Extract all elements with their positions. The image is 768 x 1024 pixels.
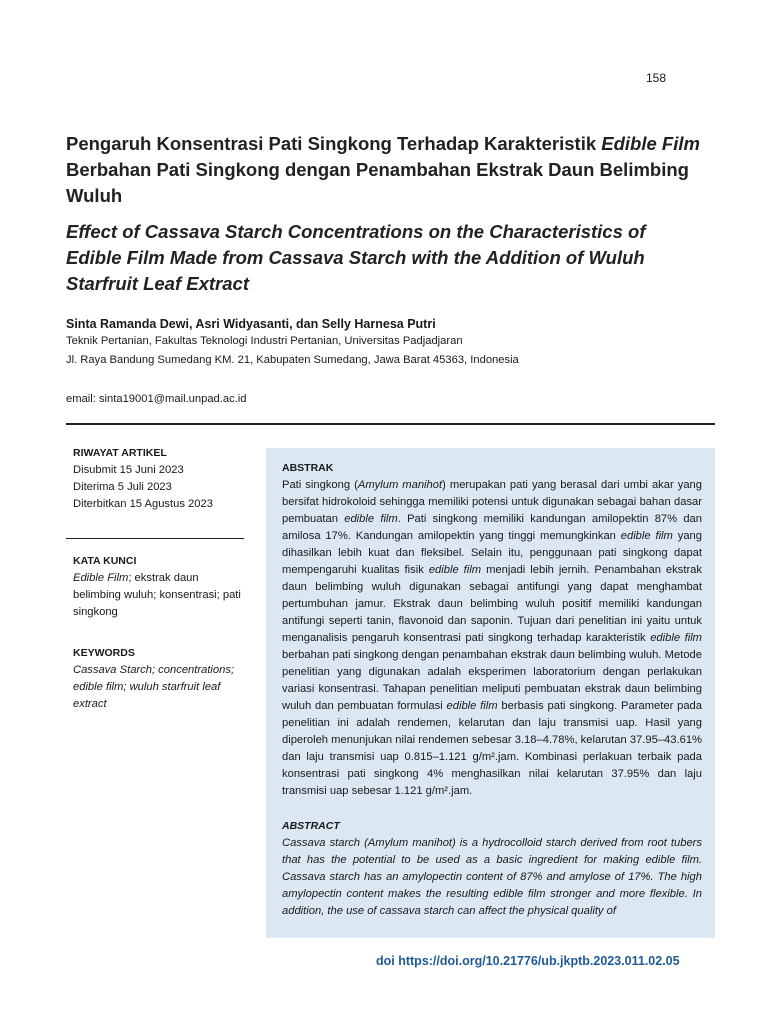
- abstrak-italic: edible film: [446, 700, 498, 712]
- accepted-date: Diterima 5 Juli 2023: [73, 481, 172, 493]
- keywords-text: Cassava Starch; concentrations; edible film; wuluh starfruit leaf extract: [73, 664, 235, 710]
- abstract-box: [266, 448, 715, 938]
- author-email[interactable]: email: sinta19001@mail.unpad.ac.id: [66, 393, 247, 405]
- article-title-indonesian: [66, 131, 706, 209]
- article-history-heading: RIWAYAT ARTIKEL: [73, 447, 167, 459]
- abstrak-seg: ) merupakan pati yang berasal dari umbi akar yang bersifat hidrokoloid sehingga memiliki potensi untuk digunakan sebagai bahan dasar pembuatan: [282, 479, 702, 525]
- kata-kunci-rest: ; ekstrak daun belimbing wuluh; konsentrasi; pati singkong: [73, 572, 241, 618]
- abstrak-seg: menjadi lebih jernih. Penambahan ekstrak daun belimbing wuluh digunakan sebagai antifungi yang dapat menghambat pertumbuhan jamur. Ekstrak daun belimbing wuluh positif memiliki kandungan antifungi seperti tanin, flavonoid dan saponin. Tujuan dari penelitian ini yaitu untuk menganalisis pengaruh konsentrasi pati singkong terhadap karakteristik: [282, 564, 702, 644]
- kata-kunci-italic: Edible Film: [73, 572, 129, 584]
- authors: Sinta Ramanda Dewi, Asri Widyasanti, dan Selly Harnesa Putri: [66, 317, 436, 331]
- article-history: [73, 445, 245, 513]
- title-id-part1: Pengaruh Konsentrasi Pati Singkong Terhadap Karakteristik: [66, 133, 602, 154]
- kata-kunci-text: [73, 570, 245, 621]
- kata-kunci-section: [73, 553, 245, 621]
- doi-link[interactable]: doi https://doi.org/10.21776/ub.jkptb.2023.011.02.05: [376, 954, 680, 968]
- abstrak-seg: berbasis pati singkong. Parameter pada penelitian ini adalah rendemen, kelarutan dan laju transmisi uap. Hasil yang diperoleh menunjukan nilai rendemen sebesar 3.18–4.78%, kelarutan 37.95–43.61% dan laju transmisi uap 0.815–1.121 g/m².jam. Kombinasi perlakuan terbaik pada konsentrasi pati singkong 4% menghasilkan nilai kelarutan 37.95% dan laju transmisi uap sebesar 1.121 g/m².jam.: [282, 700, 702, 797]
- abstrak-seg: Pati singkong (: [282, 479, 358, 491]
- submitted-date: Disubmit 15 Juni 2023: [73, 464, 184, 476]
- title-id-italic: Edible Film: [601, 133, 700, 154]
- header-divider: [66, 423, 715, 425]
- keywords-section: [73, 645, 245, 713]
- article-title-english: Effect of Cassava Starch Concentrations on the Characteristics of Edible Film Made from Cassava Starch with the Addition of Wuluh Starfruit Leaf Extract: [66, 221, 646, 294]
- abstrak-italic: edible film: [650, 632, 702, 644]
- title-id-part2: Berbahan Pati Singkong dengan Penambahan Ekstrak Daun Belimbing Wuluh: [66, 159, 689, 206]
- abstrak-italic: Amylum manihot: [357, 479, 443, 491]
- abstrak-body: [282, 477, 702, 800]
- sidebar-divider: [66, 538, 244, 539]
- keywords-heading: KEYWORDS: [73, 647, 135, 659]
- kata-kunci-heading: KATA KUNCI: [73, 555, 137, 567]
- abstract-body: Cassava starch (Amylum manihot) is a hydrocolloid starch derived from root tubers that has the potential to be used as a basic ingredient for making edible film. Cassava starch has an amylopectin content of 87% and amylose of 17%. The high amylopectin content makes the resulting edible film stronger and more flexible. In addition, the use of cassava starch can affect the physical quality of: [282, 837, 702, 917]
- affiliation-address: Jl. Raya Bandung Sumedang KM. 21, Kabupaten Sumedang, Jawa Barat 45363, Indonesia: [66, 354, 519, 366]
- abstrak-italic: edible film: [344, 513, 398, 525]
- abstrak-heading: ABSTRAK: [282, 462, 334, 474]
- abstrak-seg: . Pati singkong memiliki kandungan amilopektin 87% dan amilosa 17%. Kandungan amilopektin yang tinggi memungkinkan: [282, 513, 702, 542]
- affiliation-institution: Teknik Pertanian, Fakultas Teknologi Industri Pertanian, Universitas Padjadjaran: [66, 335, 463, 347]
- abstrak-seg: berbahan pati singkong dengan penambahan ekstrak daun belimbing wuluh. Metode penelitian yang digunakan adalah eksperimen laboratorium dengan perlakukan variasi konsentrasi. Tahapan penelitian meliputi pembuatan ekstrak daun belimbing wuluh dan pembuatan formulasi: [282, 649, 702, 712]
- abstrak-italic: edible film: [620, 530, 673, 542]
- abstrak-italic: edible film: [428, 564, 482, 576]
- published-date: Diterbitkan 15 Agustus 2023: [73, 498, 213, 510]
- page-number: 158: [646, 71, 667, 85]
- abstract-heading: ABSTRACT: [282, 820, 340, 832]
- abstrak-seg: yang dihasilkan lebih kuat dan fleksibel. Selain itu, penggunaan pati singkong dapat mempengaruhi kualitas fisik: [282, 530, 702, 576]
